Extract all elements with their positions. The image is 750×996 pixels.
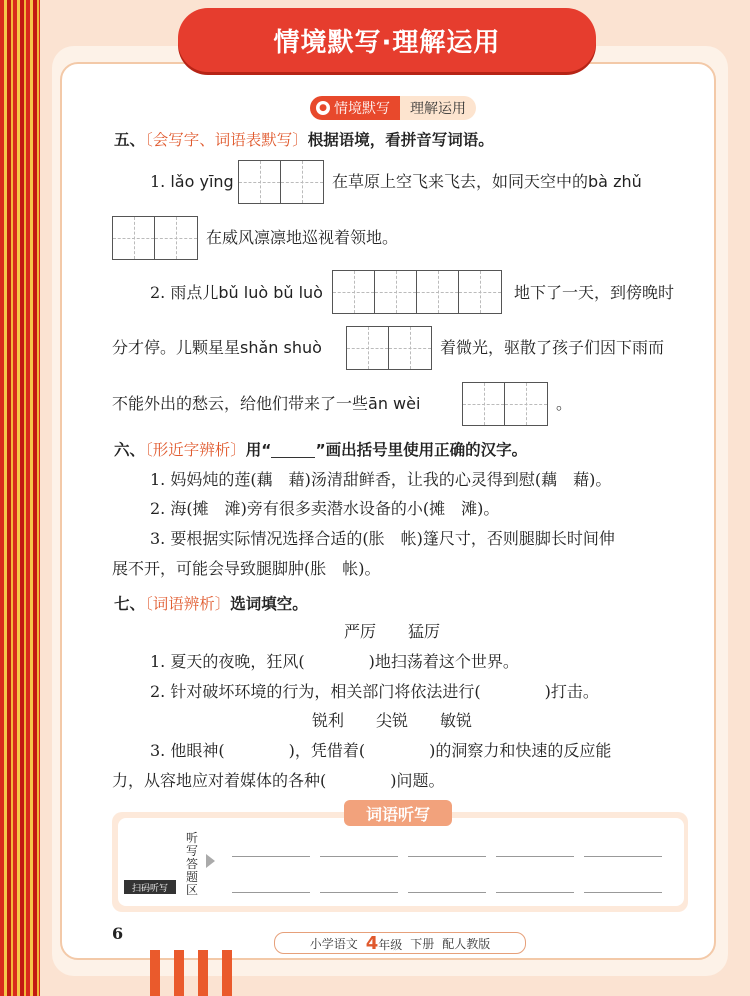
answer-area-label: 听写答题区 <box>186 831 199 897</box>
s5-q2-pinyin3: ān wèi <box>368 394 421 413</box>
s5-q2-text5: 。 <box>556 394 573 413</box>
section7-bracket: 〔词语辨析〕 <box>145 595 231 613</box>
s5-q2-prefix: 2. 雨点儿 <box>150 283 219 302</box>
write-line[interactable] <box>320 892 398 893</box>
s5-q1-text1 <box>332 172 642 192</box>
section7-instruction: 选词填空。 <box>230 595 308 613</box>
page-title: 情境默写·理解运用 <box>273 27 501 58</box>
answer-boxes-laoying[interactable] <box>238 160 324 204</box>
footer-subject: 小学语文 <box>309 936 358 951</box>
answer-boxes-buluo[interactable] <box>332 270 502 314</box>
s5-q1-text2: 在威风凛凛地巡视着领地。 <box>206 228 399 247</box>
write-line[interactable] <box>496 892 574 893</box>
page-number: 6 <box>112 924 124 943</box>
s5-q2-t4: 不能外出的愁云，给他们带来了一些 <box>112 394 369 413</box>
s7-q3b: 力，从容地应对着媒体的各种( )问题。 <box>112 771 445 790</box>
section5-num: 五、 <box>114 131 146 149</box>
section5-heading <box>114 130 494 150</box>
tag-inactive-label: 理解运用 <box>410 101 466 117</box>
footer-term: 下册 <box>410 936 435 951</box>
s5-q1-line1 <box>150 172 234 192</box>
write-line[interactable] <box>232 892 310 893</box>
section6-instr-b: ”画出括号里使用正确的汉字。 <box>315 441 528 459</box>
footer-grade: 年级 <box>378 937 403 952</box>
section6-instr-a: 用“ <box>245 441 272 459</box>
s6-q3b: 展不开，可能会导致腿脚肿(胀 帐)。 <box>112 559 381 578</box>
section7-heading <box>114 594 308 614</box>
title-banner <box>178 8 596 72</box>
s6-q3a: 3. 要根据实际情况选择合适的(胀 帐)篷尺寸，否则腿脚长时间伸 <box>150 529 615 548</box>
badge-icon: ● <box>316 101 330 115</box>
section6-bracket: 〔形近字辨析〕 <box>145 441 246 459</box>
write-line[interactable] <box>496 856 574 857</box>
footer-grade-num: 4 <box>365 932 379 954</box>
write-line[interactable] <box>584 892 662 893</box>
s5-q2-text2 <box>112 338 322 358</box>
tag-inactive[interactable] <box>400 96 476 120</box>
underline-blank <box>271 443 315 458</box>
s7-q2: 2. 针对破坏环境的行为，相关部门将依法进行( )打击。 <box>150 682 599 701</box>
s7-word-options-2: 锐利 尖锐 敏锐 <box>312 711 473 730</box>
s5-q1-prefix: 1. <box>150 172 171 191</box>
mode-tags <box>310 96 476 120</box>
write-line[interactable] <box>232 856 310 857</box>
scan-to-listen-label[interactable]: 扫码听写 <box>124 880 176 894</box>
s7-word-options-1: 严厉 猛厉 <box>344 622 441 641</box>
write-line[interactable] <box>408 856 486 857</box>
s5-q2-line1 <box>150 283 323 303</box>
s5-q1-pinyin2: bà zhǔ <box>588 172 642 191</box>
tag-active-label: 情境默写 <box>334 101 390 117</box>
s6-q1: 1. 妈妈炖的莲(藕 藉)汤清甜鲜香，让我的心灵得到慰(藕 藉)。 <box>150 470 612 489</box>
s7-q1: 1. 夏天的夜晚，狂风( )地扫荡着这个世界。 <box>150 652 519 671</box>
arrow-right-icon <box>206 854 215 868</box>
write-line[interactable] <box>408 892 486 893</box>
answer-boxes-bazhu[interactable] <box>112 216 198 260</box>
section6-num: 六、 <box>114 441 146 459</box>
write-line[interactable] <box>584 856 662 857</box>
s5-q2-t2: 分才停。儿颗星星 <box>112 338 241 357</box>
dictation-tab: 词语听写 <box>344 800 452 826</box>
book-spine-decoration <box>0 0 40 996</box>
tag-active[interactable] <box>310 96 400 120</box>
answer-boxes-shanshuo[interactable] <box>346 326 432 370</box>
footer-label <box>274 932 526 954</box>
s5-q2-pinyin1: bǔ luò bǔ luò <box>218 283 323 302</box>
section5-instruction: 根据语境，看拼音写词语。 <box>307 131 494 149</box>
section7-num: 七、 <box>114 595 146 613</box>
s7-q3a: 3. 他眼神( )，凭借着( )的洞察力和快速的反应能 <box>150 741 612 760</box>
answer-boxes-anwei[interactable] <box>462 382 548 426</box>
s5-q1-t1: 在草原上空飞来飞去，如同天空中的 <box>332 172 589 191</box>
s5-q1-pinyin1: lǎo yīng <box>170 172 234 191</box>
footer-stripes <box>150 950 232 996</box>
s5-q2-text4 <box>112 394 420 414</box>
section6-heading <box>114 440 527 460</box>
write-line[interactable] <box>320 856 398 857</box>
s5-q2-pinyin2: shǎn shuò <box>240 338 322 357</box>
s5-q2-text1: 地下了一天，到傍晚时 <box>514 283 675 302</box>
s6-q2: 2. 海(摊 滩)旁有很多卖潜水设备的小(摊 滩)。 <box>150 499 500 518</box>
section5-bracket: 〔会写字、词语表默写〕 <box>145 131 308 149</box>
s5-q2-text3: 着微光，驱散了孩子们因下雨而 <box>440 338 665 357</box>
footer-edition: 配人教版 <box>442 936 491 951</box>
